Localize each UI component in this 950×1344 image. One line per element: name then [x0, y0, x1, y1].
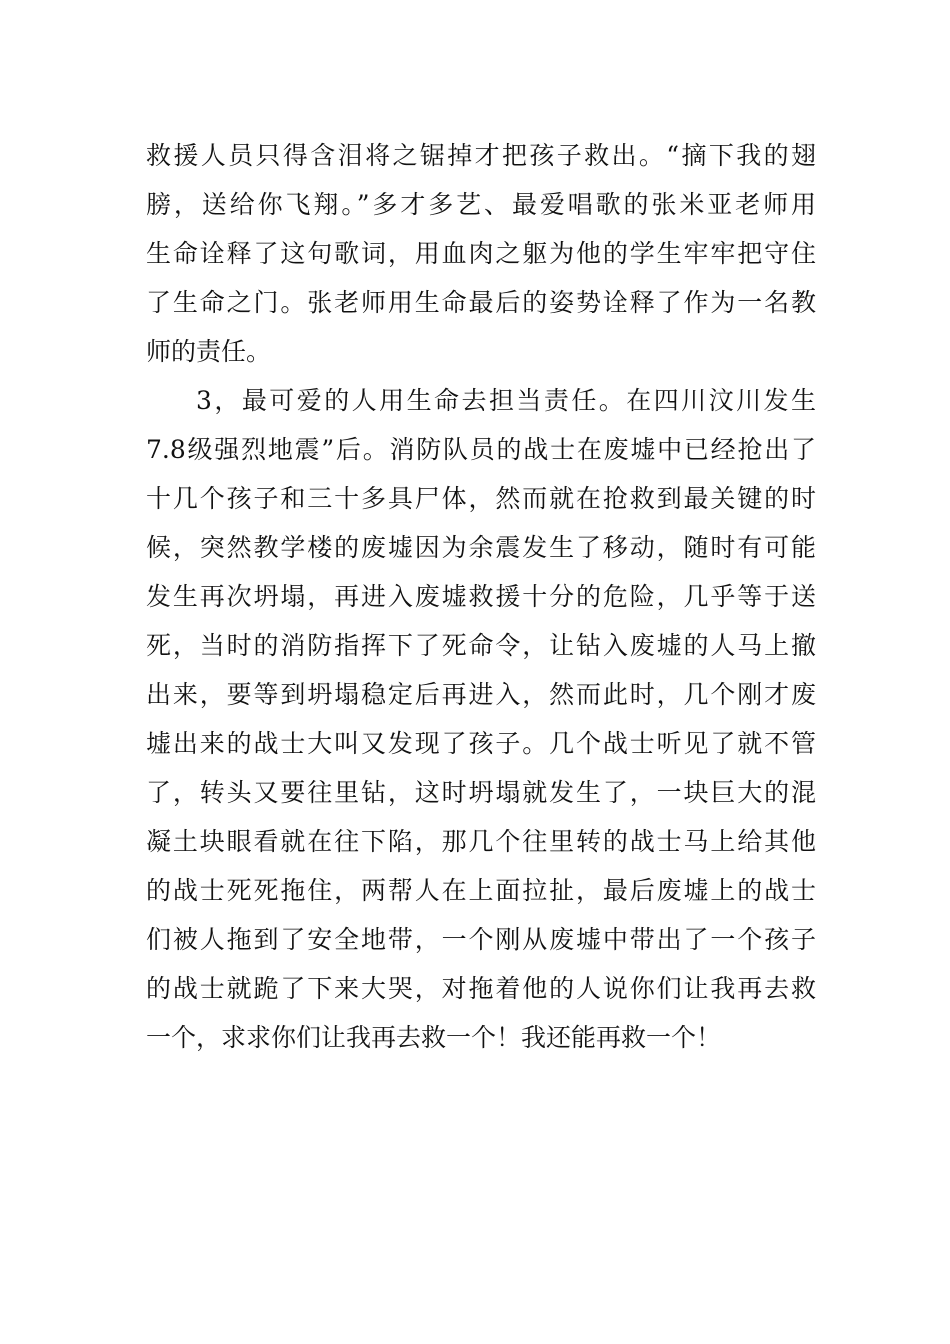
text-line: 7.8级强烈地震”后。消防队员的战士在废墟中已经抢出了	[146, 435, 816, 464]
text-line: 死，当时的消防指挥下了死命令，让钻入废墟的人马上撤	[146, 631, 816, 660]
text-line: 凝土块眼看就在往下陷，那几个往里转的战士马上给其他	[146, 827, 816, 856]
text-line: 救援人员只得含泪将之锯掉才把孩子救出。“摘下我的翅	[146, 141, 816, 170]
text-line: 的战士就跪了下来大哭，对拖着他的人说你们让我再去救	[146, 974, 816, 1003]
text-line: 发生再次坍塌，再进入废墟救援十分的危险，几乎等于送	[146, 582, 816, 611]
text-line: 了生命之门。张老师用生命最后的姿势诠释了作为一名教	[146, 288, 816, 317]
text-line: 十几个孩子和三十多具尸体，然而就在抢救到最关键的时	[146, 484, 816, 513]
text-line: 生命诠释了这句歌词，用血肉之躯为他的学生牢牢把守住	[146, 239, 816, 268]
text-line: 一个，求求你们让我再去救一个！我还能再救一个！	[146, 1023, 722, 1052]
text-line: 3，最可爱的人用生命去担当责任。在四川汶川发生	[196, 386, 816, 415]
text-line: 候，突然教学楼的废墟因为余震发生了移动，随时有可能	[146, 533, 816, 562]
text-line: 出来，要等到坍塌稳定后再进入，然而此时，几个刚才废	[146, 680, 816, 709]
text-line: 了，转头又要往里钻，这时坍塌就发生了，一块巨大的混	[146, 778, 816, 807]
text-line: 的战士死死拖住，两帮人在上面拉扯，最后废墟上的战士	[146, 876, 816, 905]
text-line: 墟出来的战士大叫又发现了孩子。几个战士听见了就不管	[146, 729, 816, 758]
text-line: 膀，送给你飞翔。”多才多艺、最爱唱歌的张米亚老师用	[146, 190, 816, 219]
text-line: 师的责任。	[146, 337, 272, 366]
text-line: 们被人拖到了安全地带，一个刚从废墟中带出了一个孩子	[146, 925, 816, 954]
